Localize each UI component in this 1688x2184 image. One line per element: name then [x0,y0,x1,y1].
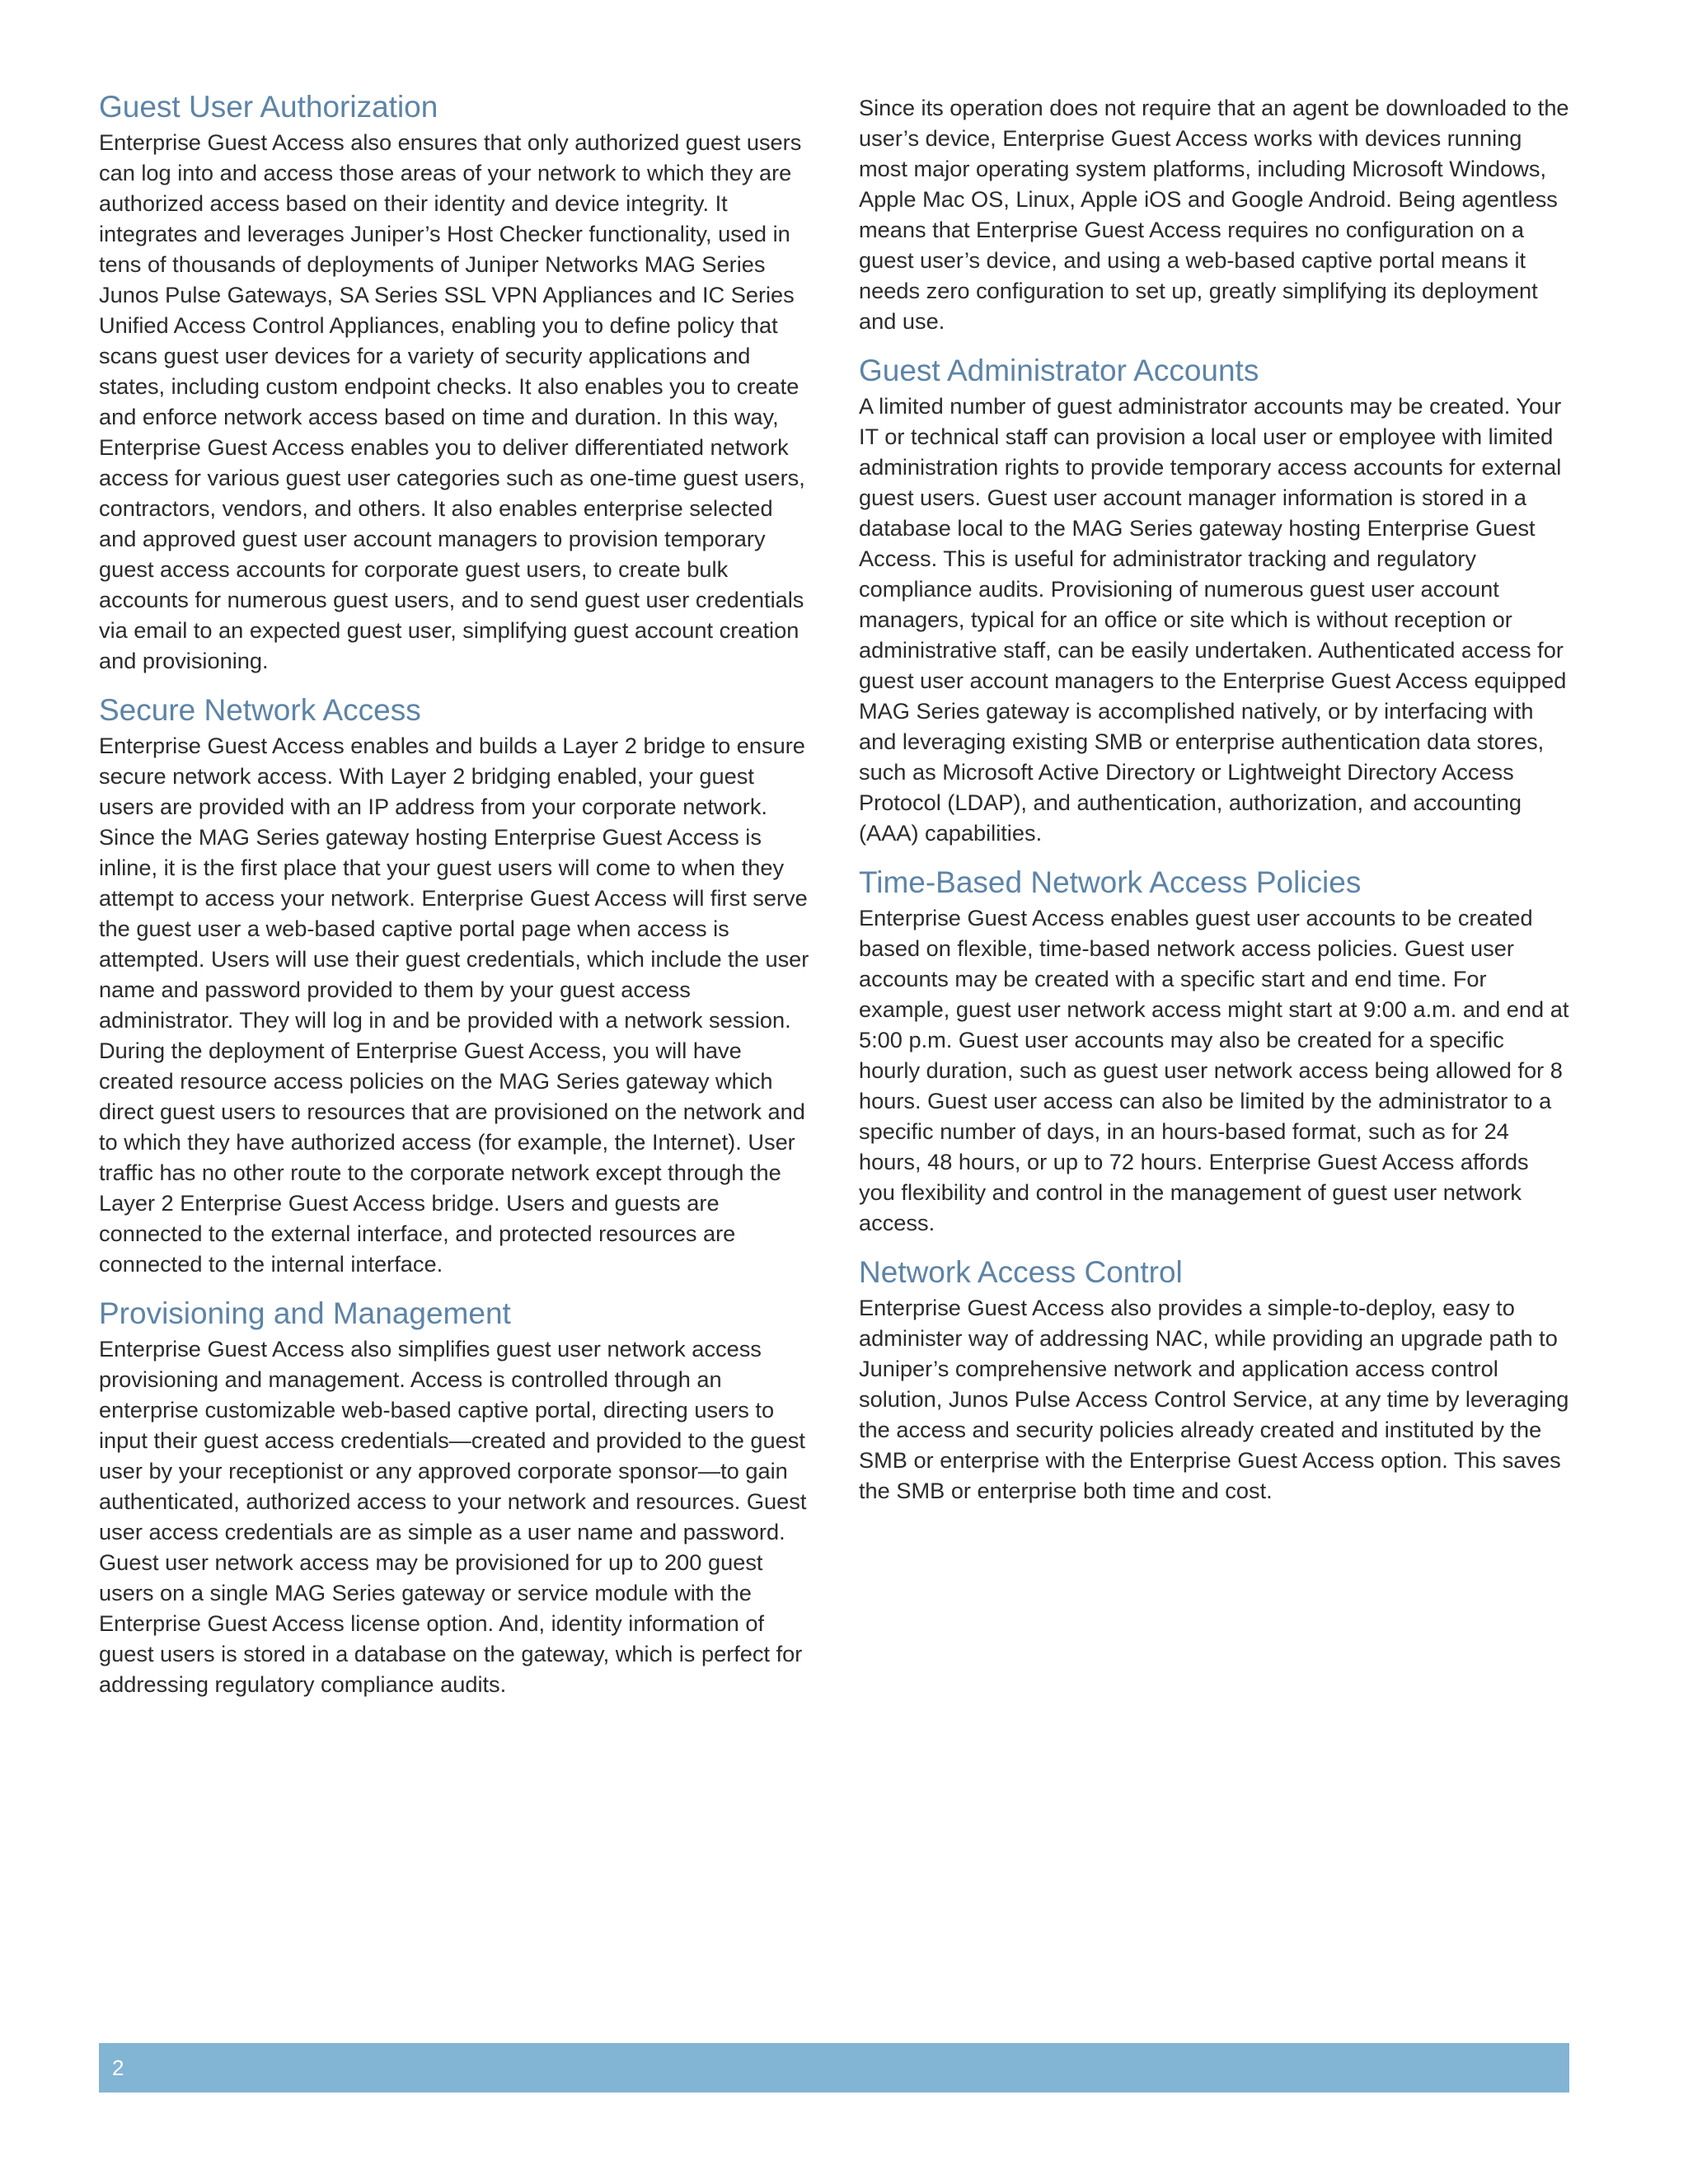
section-heading: Time-Based Network Access Policies [859,865,1362,899]
section-guest-user-authorization [99,89,809,676]
section-heading: Provisioning and Management [99,1296,511,1330]
section-body: Enterprise Guest Access also provides a simple-to-deploy, easy to administer way of addressing NAC, while providing an upgrade path to Juniper’s comprehensive network and application access control solution, Junos Pulse Access Control Service, at any time by leveraging the access and security policies already created and instituted by the SMB or enterprise with the Enterprise Guest Access option. This saves the SMB or enterprise both time and cost. [859,1295,1569,1503]
section-secure-network-access [99,692,809,1279]
section-body: Enterprise Guest Access also ensures that only authorized guest users can log into and access those areas of your network to which they are authorized access based on their identity and device integrity. It integrates and leverages Juniper’s Host Checker functionality, used in tens of thousands of deployments of Juniper Networks MAG Series Junos Pulse Gateways, SA Series SSL VPN Appliances and IC Series Unified Access Control Appliances, enabling you to define policy that scans guest user devices for a variety of security applications and states, including custom endpoint checks. It also enables you to create and enforce network access based on time and duration. In this way, Enterprise Guest Access enables you to deliver differentiated network access for various guest user categories such as one-time guest users, contractors, vendors, and others. It also enables enterprise selected and approved guest user account managers to provision temporary guest access accounts for corporate guest users, to create bulk accounts for numerous guest users, and to send guest user credentials via email to an expected guest user, simplifying guest account creation and provisioning. [99,129,805,673]
section-body: Enterprise Guest Access enables guest user accounts to be created based on flexible, time-based network access policies. Guest user accounts may be created with a specific start and end time. For example, guest user network access might start at 9:00 a.m. and end at 5:00 p.m. Guest user accounts may also be created for a specific hourly duration, such as guest user network access being allowed for 8 hours. Guest user access can also be limited by the administrator to a specific number of days, in an hours-based format, such as for 24 hours, 48 hours, or up to 72 hours. Enterprise Guest Access affords you flexibility and control in the management of guest user network access. [859,905,1569,1235]
section-network-access-control [859,1254,1569,1506]
section-guest-administrator-accounts [859,353,1569,848]
intro-paragraph: Since its operation does not require that an agent be downloaded to the user’s device, Enterprise Guest Access works with devices running most major operating system platforms, including Microsoft Windows, Apple Mac OS, Linux, Apple iOS and Google Android. Being agentless means that Enterprise Guest Access requires no configuration on a guest user’s device, and using a web-based captive portal means it needs zero configuration to set up, greatly simplifying its deployment and use. [859,95,1569,334]
section-heading: Guest User Authorization [99,90,438,124]
section-heading: Secure Network Access [99,693,421,727]
section-provisioning-and-management [99,1296,809,1699]
section-body: A limited number of guest administrator accounts may be created. Your IT or technical staff can provision a local user or employee with limited administration rights to provide temporary access accounts for external guest users. Guest user account manager information is stored in a database local to the MAG Series gateway hosting Enterprise Guest Access. This is useful for administrator tracking and regulatory compliance audits. Provisioning of numerous guest user account managers, typical for an office or site which is without reception or administrative staff, can be easily undertaken. Authenticated access for guest user account managers to the Enterprise Guest Access equipped MAG Series gateway is accomplished natively, or by interfacing with and leveraging existing SMB or enterprise authentication data stores, such as Microsoft Active Directory or Lightweight Directory Access Protocol (LDAP), and authentication, authorization, and accounting (AAA) capabilities. [859,393,1567,846]
section-heading: Network Access Control [859,1255,1183,1289]
footer-bar [99,2043,1569,2093]
section-time-based-policies [859,865,1569,1238]
section-agentless-intro [859,92,1569,336]
section-body: Enterprise Guest Access enables and builds a Layer 2 bridge to ensure secure network access. With Layer 2 bridging enabled, your guest users are provided with an IP address from your corporate network. Since the MAG Series gateway hosting Enterprise Guest Access is inline, it is the first place that your guest users will come to when they attempt to access your network. Enterprise Guest Access will first serve the guest user a web-based captive portal page when access is attempted. Users will use their guest credentials, which include the user name and password provided to them by your guest access administrator. They will log in and be provided with a network session. During the deployment of Enterprise Guest Access, you will have created resource access policies on the MAG Series gateway which direct guest users to resources that are provisioned on the network and to which they have authorized access (for example, the Internet). User traffic has no other route to the corporate network except through the Layer 2 Enterprise Guest Access bridge. Users and guests are connected to the external interface, and protected resources are connected to the internal interface. [99,733,809,1277]
left-column [99,89,809,1716]
right-column [859,89,1569,1716]
section-body: Enterprise Guest Access also simplifies guest user network access provisioning and management. Access is controlled through an enterprise customizable web-based captive portal, directing users to input their guest access credentials—created and provided to the guest user by your receptionist or any approved corporate sponsor—to gain authenticated, authorized access to your network and resources. Guest user access credentials are as simple as a user name and password. Guest user network access may be provisioned for up to 200 guest users on a single MAG Series gateway or service module with the Enterprise Guest Access license option. And, identity information of guest users is stored in a database on the gateway, which is perfect for addressing regulatory compliance audits. [99,1336,807,1697]
section-heading: Guest Administrator Accounts [859,354,1259,387]
page-number: 2 [112,2055,124,2080]
document-page [99,89,1569,1716]
